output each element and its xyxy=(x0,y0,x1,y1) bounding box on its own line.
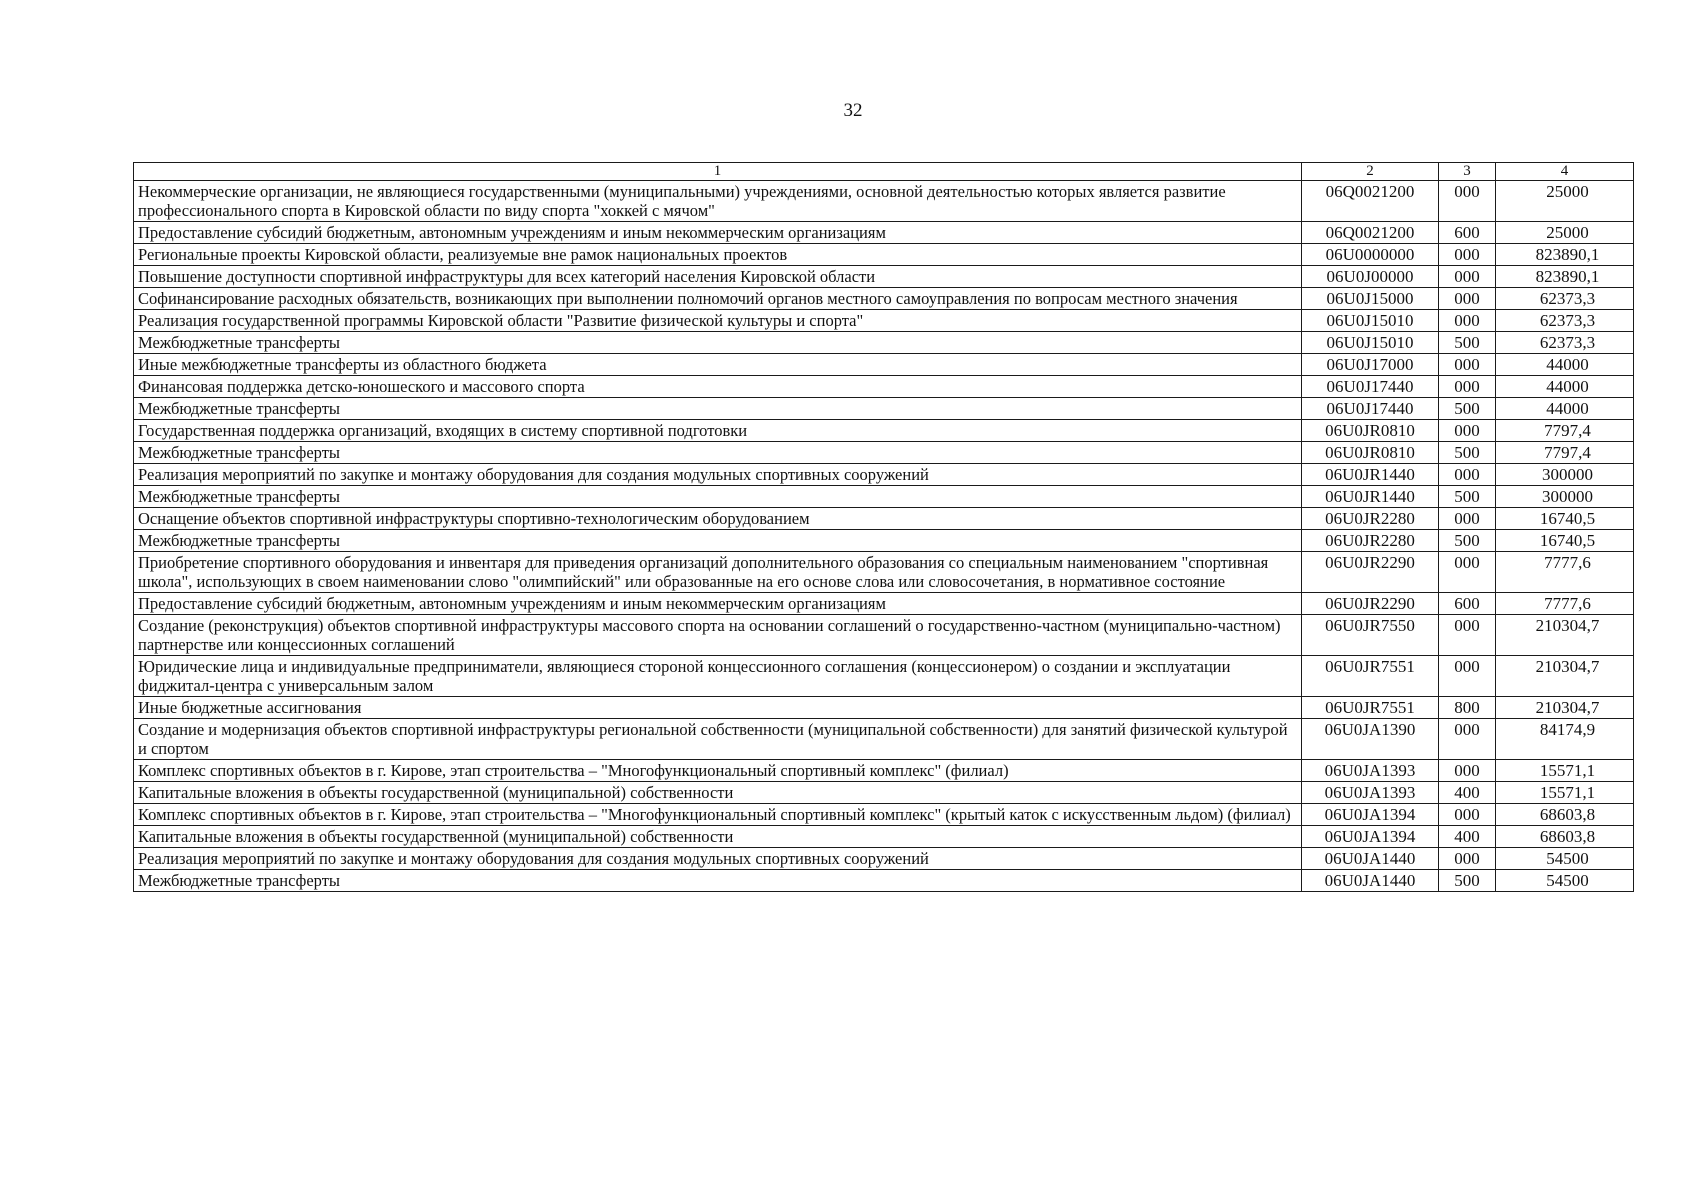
table-row xyxy=(134,848,1634,870)
row-kind-cell: 000 xyxy=(1439,656,1496,697)
table-row xyxy=(134,244,1634,266)
row-kind-cell: 000 xyxy=(1439,804,1496,826)
table-body xyxy=(134,181,1634,892)
row-amount-cell: 54500 xyxy=(1496,848,1634,870)
row-name-cell: Создание и модернизация объектов спортивной инфраструктуры региональной собственности (муниципальной собственности) для занятий физической культурой и спортом xyxy=(134,719,1302,760)
row-name-cell: Предоставление субсидий бюджетным, автономным учреждениям и иным некоммерческим организациям xyxy=(134,593,1302,615)
row-kind-cell: 000 xyxy=(1439,376,1496,398)
row-amount-cell: 7797,4 xyxy=(1496,442,1634,464)
row-code-cell: 06U0JA1390 xyxy=(1302,719,1439,760)
row-kind-cell: 000 xyxy=(1439,181,1496,222)
row-code-cell: 06Q0021200 xyxy=(1302,222,1439,244)
row-code-cell: 06U0J17440 xyxy=(1302,398,1439,420)
row-kind-cell: 000 xyxy=(1439,266,1496,288)
row-kind-cell: 400 xyxy=(1439,826,1496,848)
row-kind-cell: 400 xyxy=(1439,782,1496,804)
table-row xyxy=(134,804,1634,826)
row-amount-cell: 300000 xyxy=(1496,464,1634,486)
row-kind-cell: 500 xyxy=(1439,530,1496,552)
row-amount-cell: 823890,1 xyxy=(1496,244,1634,266)
row-name-cell: Иные межбюджетные трансферты из областного бюджета xyxy=(134,354,1302,376)
row-amount-cell: 210304,7 xyxy=(1496,697,1634,719)
table-row xyxy=(134,552,1634,593)
row-kind-cell: 000 xyxy=(1439,310,1496,332)
row-name-cell: Юридические лица и индивидуальные предприниматели, являющиеся стороной концессионного соглашения (концессионером) о создании и эксплуатации фиджитал-центра с универсальным залом xyxy=(134,656,1302,697)
table-row xyxy=(134,486,1634,508)
table-row xyxy=(134,656,1634,697)
row-code-cell: 06U0JR0810 xyxy=(1302,420,1439,442)
row-name-cell: Реализация государственной программы Кировской области "Развитие физической культуры и спорта" xyxy=(134,310,1302,332)
table-row xyxy=(134,420,1634,442)
row-amount-cell: 823890,1 xyxy=(1496,266,1634,288)
row-code-cell: 06U0JR7550 xyxy=(1302,615,1439,656)
row-code-cell: 06U0JA1440 xyxy=(1302,870,1439,892)
row-code-cell: 06U0JR1440 xyxy=(1302,464,1439,486)
row-kind-cell: 000 xyxy=(1439,288,1496,310)
row-amount-cell: 7777,6 xyxy=(1496,552,1634,593)
row-name-cell: Реализация мероприятий по закупке и монтажу оборудования для создания модульных спортивных сооружений xyxy=(134,464,1302,486)
table-row xyxy=(134,332,1634,354)
table-row xyxy=(134,508,1634,530)
table-row xyxy=(134,719,1634,760)
row-kind-cell: 600 xyxy=(1439,222,1496,244)
header-col-1: 1 xyxy=(134,163,1302,181)
row-code-cell: 06U0JR2280 xyxy=(1302,530,1439,552)
row-amount-cell: 210304,7 xyxy=(1496,656,1634,697)
row-code-cell: 06U0JR1440 xyxy=(1302,486,1439,508)
row-amount-cell: 16740,5 xyxy=(1496,530,1634,552)
row-name-cell: Региональные проекты Кировской области, реализуемые вне рамок национальных проектов xyxy=(134,244,1302,266)
row-amount-cell: 7777,6 xyxy=(1496,593,1634,615)
row-amount-cell: 16740,5 xyxy=(1496,508,1634,530)
table-row xyxy=(134,464,1634,486)
row-amount-cell: 68603,8 xyxy=(1496,804,1634,826)
table-row xyxy=(134,782,1634,804)
row-name-cell: Капитальные вложения в объекты государственной (муниципальной) собственности xyxy=(134,782,1302,804)
budget-table xyxy=(133,162,1634,892)
row-kind-cell: 500 xyxy=(1439,398,1496,420)
row-kind-cell: 000 xyxy=(1439,508,1496,530)
row-amount-cell: 44000 xyxy=(1496,376,1634,398)
table-row xyxy=(134,288,1634,310)
row-code-cell: 06U0JR2290 xyxy=(1302,552,1439,593)
row-kind-cell: 000 xyxy=(1439,464,1496,486)
row-kind-cell: 600 xyxy=(1439,593,1496,615)
row-code-cell: 06U0JR2280 xyxy=(1302,508,1439,530)
row-code-cell: 06U0JA1393 xyxy=(1302,782,1439,804)
row-code-cell: 06Q0021200 xyxy=(1302,181,1439,222)
table-row xyxy=(134,697,1634,719)
row-name-cell: Приобретение спортивного оборудования и инвентаря для приведения организаций дополнительного образования со специальным наименованием "спортивная школа", использующих в своем наименовании слово "олимпийский" или образованные на его основе слова или словосочетания, в нормативное состояние xyxy=(134,552,1302,593)
row-amount-cell: 25000 xyxy=(1496,181,1634,222)
row-code-cell: 06U0JR7551 xyxy=(1302,697,1439,719)
row-code-cell: 06U0JA1394 xyxy=(1302,804,1439,826)
row-code-cell: 06U0JA1440 xyxy=(1302,848,1439,870)
row-amount-cell: 15571,1 xyxy=(1496,760,1634,782)
table-row xyxy=(134,593,1634,615)
row-name-cell: Капитальные вложения в объекты государственной (муниципальной) собственности xyxy=(134,826,1302,848)
table-row xyxy=(134,310,1634,332)
row-amount-cell: 54500 xyxy=(1496,870,1634,892)
table-header-row xyxy=(134,163,1634,181)
row-name-cell: Межбюджетные трансферты xyxy=(134,530,1302,552)
row-kind-cell: 500 xyxy=(1439,332,1496,354)
row-amount-cell: 68603,8 xyxy=(1496,826,1634,848)
row-kind-cell: 000 xyxy=(1439,760,1496,782)
row-kind-cell: 800 xyxy=(1439,697,1496,719)
row-amount-cell: 62373,3 xyxy=(1496,288,1634,310)
row-code-cell: 06U0JR0810 xyxy=(1302,442,1439,464)
row-amount-cell: 62373,3 xyxy=(1496,332,1634,354)
row-kind-cell: 000 xyxy=(1439,719,1496,760)
row-amount-cell: 25000 xyxy=(1496,222,1634,244)
table-row xyxy=(134,398,1634,420)
header-col-4: 4 xyxy=(1496,163,1634,181)
row-code-cell: 06U0000000 xyxy=(1302,244,1439,266)
row-code-cell: 06U0J00000 xyxy=(1302,266,1439,288)
page-number: 32 xyxy=(843,100,863,121)
row-name-cell: Повышение доступности спортивной инфраструктуры для всех категорий населения Кировской области xyxy=(134,266,1302,288)
row-amount-cell: 15571,1 xyxy=(1496,782,1634,804)
row-kind-cell: 000 xyxy=(1439,420,1496,442)
row-amount-cell: 7797,4 xyxy=(1496,420,1634,442)
table-row xyxy=(134,354,1634,376)
table-row xyxy=(134,181,1634,222)
table-row xyxy=(134,266,1634,288)
table-row xyxy=(134,222,1634,244)
row-code-cell: 06U0JR7551 xyxy=(1302,656,1439,697)
row-amount-cell: 62373,3 xyxy=(1496,310,1634,332)
row-code-cell: 06U0J15010 xyxy=(1302,332,1439,354)
row-name-cell: Комплекс спортивных объектов в г. Кирове, этап строительства – "Многофункциональный спортивный комплекс" (филиал) xyxy=(134,760,1302,782)
row-kind-cell: 500 xyxy=(1439,870,1496,892)
row-code-cell: 06U0JA1394 xyxy=(1302,826,1439,848)
header-col-3: 3 xyxy=(1439,163,1496,181)
row-kind-cell: 500 xyxy=(1439,442,1496,464)
table-row xyxy=(134,615,1634,656)
row-kind-cell: 000 xyxy=(1439,848,1496,870)
row-kind-cell: 000 xyxy=(1439,552,1496,593)
row-name-cell: Иные бюджетные ассигнования xyxy=(134,697,1302,719)
row-code-cell: 06U0J15010 xyxy=(1302,310,1439,332)
row-name-cell: Межбюджетные трансферты xyxy=(134,398,1302,420)
row-name-cell: Оснащение объектов спортивной инфраструктуры спортивно-технологическим оборудованием xyxy=(134,508,1302,530)
row-kind-cell: 000 xyxy=(1439,615,1496,656)
row-name-cell: Реализация мероприятий по закупке и монтажу оборудования для создания модульных спортивных сооружений xyxy=(134,848,1302,870)
row-name-cell: Межбюджетные трансферты xyxy=(134,870,1302,892)
row-amount-cell: 210304,7 xyxy=(1496,615,1634,656)
row-amount-cell: 44000 xyxy=(1496,354,1634,376)
row-name-cell: Комплекс спортивных объектов в г. Кирове, этап строительства – "Многофункциональный спортивный комплекс" (крытый каток с искусственным льдом) (филиал) xyxy=(134,804,1302,826)
table-row xyxy=(134,442,1634,464)
row-code-cell: 06U0J17440 xyxy=(1302,376,1439,398)
row-code-cell: 06U0JR2290 xyxy=(1302,593,1439,615)
row-name-cell: Государственная поддержка организаций, входящих в систему спортивной подготовки xyxy=(134,420,1302,442)
table-row xyxy=(134,376,1634,398)
row-name-cell: Предоставление субсидий бюджетным, автономным учреждениям и иным некоммерческим организациям xyxy=(134,222,1302,244)
row-kind-cell: 500 xyxy=(1439,486,1496,508)
row-code-cell: 06U0JA1393 xyxy=(1302,760,1439,782)
row-name-cell: Финансовая поддержка детско-юношеского и массового спорта xyxy=(134,376,1302,398)
row-name-cell: Межбюджетные трансферты xyxy=(134,332,1302,354)
table-row xyxy=(134,870,1634,892)
row-name-cell: Софинансирование расходных обязательств, возникающих при выполнении полномочий органов местного самоуправления по вопросам местного значения xyxy=(134,288,1302,310)
row-name-cell: Создание (реконструкция) объектов спортивной инфраструктуры массового спорта на основании соглашений о государственно-частном (муниципально-частном) партнерстве или концессионных соглашений xyxy=(134,615,1302,656)
row-amount-cell: 84174,9 xyxy=(1496,719,1634,760)
row-name-cell: Межбюджетные трансферты xyxy=(134,486,1302,508)
row-kind-cell: 000 xyxy=(1439,354,1496,376)
table-row xyxy=(134,530,1634,552)
row-code-cell: 06U0J17000 xyxy=(1302,354,1439,376)
row-code-cell: 06U0J15000 xyxy=(1302,288,1439,310)
row-kind-cell: 000 xyxy=(1439,244,1496,266)
table-row xyxy=(134,826,1634,848)
row-amount-cell: 300000 xyxy=(1496,486,1634,508)
row-name-cell: Межбюджетные трансферты xyxy=(134,442,1302,464)
header-col-2: 2 xyxy=(1302,163,1439,181)
row-amount-cell: 44000 xyxy=(1496,398,1634,420)
row-name-cell: Некоммерческие организации, не являющиеся государственными (муниципальными) учреждениями, основной деятельностью которых является развитие профессионального спорта в Кировской области по виду спорта "хоккей с мячом" xyxy=(134,181,1302,222)
table-row xyxy=(134,760,1634,782)
